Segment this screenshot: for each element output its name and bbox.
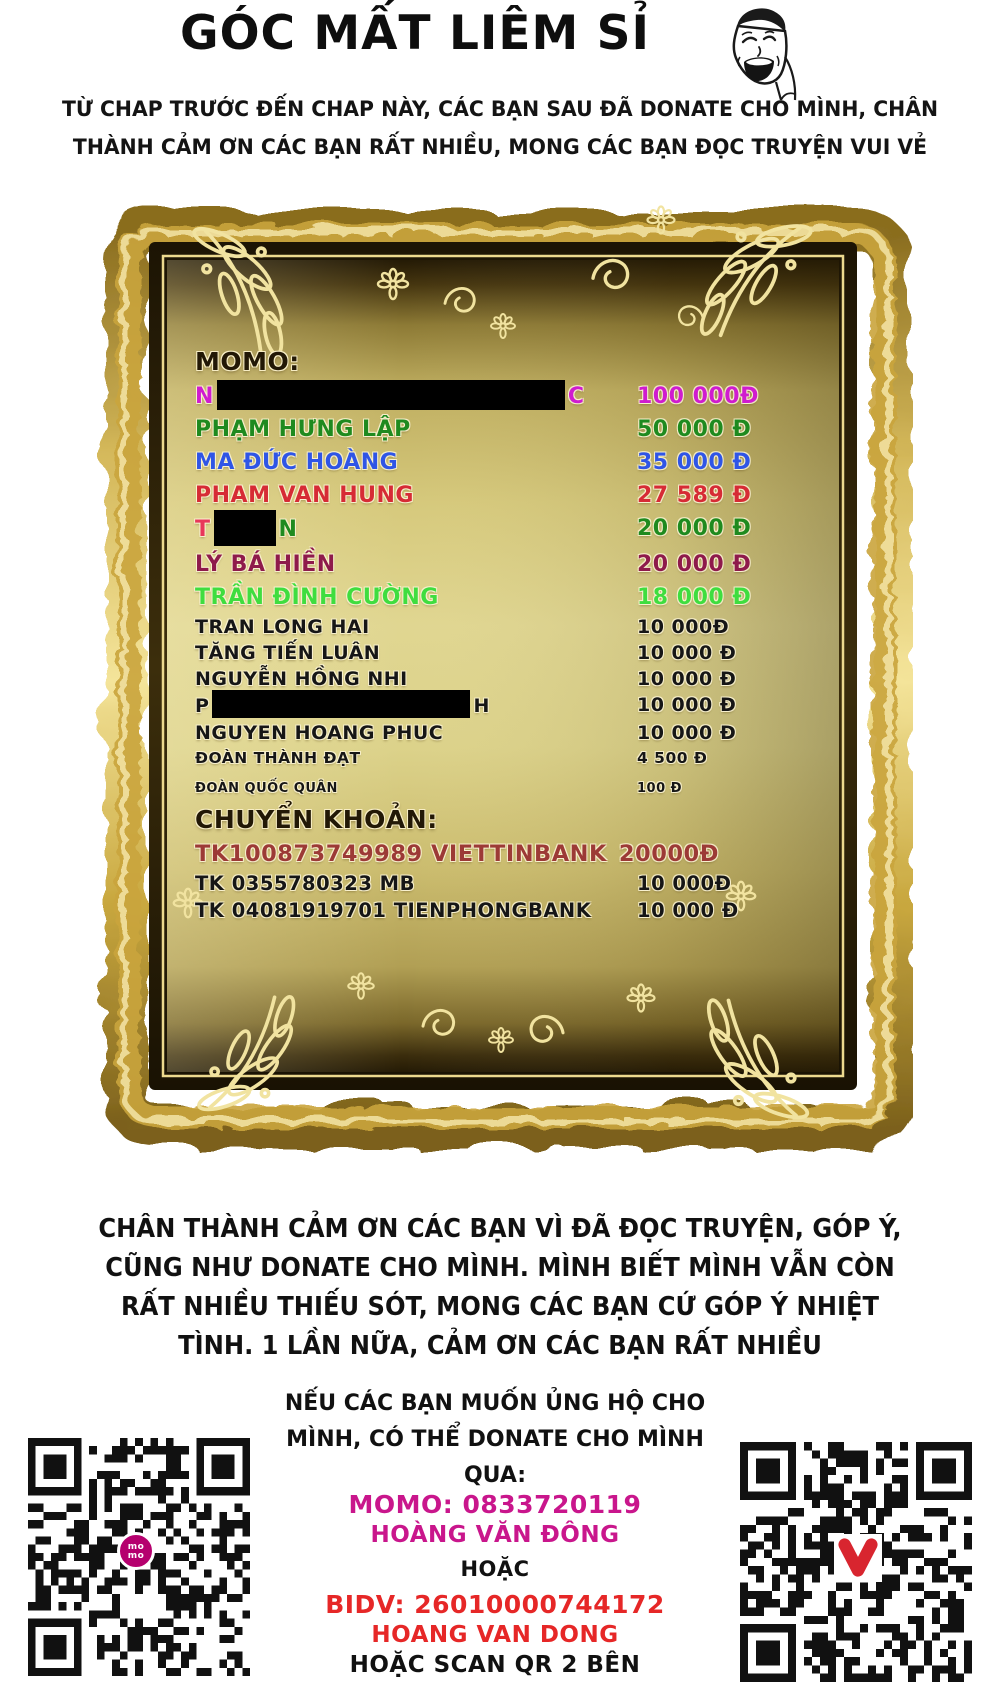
donor-amount: 10 000 Đ <box>637 642 737 664</box>
text-line: MÌNH, CÓ THỂ DONATE CHO MÌNH QUA: <box>286 1427 704 1488</box>
donor-amount: 10 000Đ <box>637 872 732 895</box>
bank-donor-list <box>195 839 843 924</box>
donor-amount: 27 589 Đ <box>637 483 752 508</box>
donor-amount: 100 Đ <box>637 781 683 796</box>
donor-amount: 35 000 Đ <box>637 450 752 475</box>
momo-number-line: MOMO: 0833720119 <box>348 1490 642 1519</box>
text-line: CŨNG NHƯ DONATE CHO MÌNH. MÌNH BIẾT MÌNH VẪN CÒN <box>105 1253 895 1283</box>
donor-row <box>195 380 843 413</box>
page-title: GÓC MẤT LIÊM SỈ <box>180 6 650 61</box>
bidv-number-line: BIDV: 26010000744172 <box>325 1590 665 1619</box>
donor-name-part: N <box>195 384 214 409</box>
donor-row <box>195 548 843 581</box>
donor-name: LÝ BÁ HIỀN <box>195 552 336 577</box>
donor-name: TRAN LONG HAI <box>195 616 370 638</box>
donor-row <box>195 614 843 640</box>
redaction-bar <box>214 510 276 546</box>
bidv-account-name: HOANG VAN DONG <box>371 1622 619 1648</box>
momo-logo <box>117 1532 155 1570</box>
donate-prompt <box>255 1386 735 1494</box>
donor-amount: 10 000 Đ <box>637 899 739 922</box>
text-line: TỪ CHAP TRƯỚC ĐẾN CHAP NÀY, CÁC BẠN SAU ĐÃ DONATE CHO MÌNH, CHÂN <box>61 97 939 121</box>
redaction-bar <box>217 380 565 410</box>
donor-name: TK 0355780323 MB <box>195 872 415 895</box>
donor-amount: 10 000 Đ <box>637 668 737 690</box>
donor-amount: 18 000 Đ <box>637 585 752 610</box>
donor-row <box>195 446 843 479</box>
donor-name-part: P <box>195 694 210 717</box>
donor-row <box>195 512 843 548</box>
donor-name: MA ĐỨC HOÀNG <box>195 450 399 475</box>
donor-row <box>195 692 843 720</box>
donor-name <box>195 384 585 409</box>
donor-row <box>195 839 843 870</box>
donor-name: PHAM VAN HUNG <box>195 483 414 508</box>
donor-row <box>195 778 843 799</box>
donor-name: PHẠM HƯNG LẬP <box>195 417 411 442</box>
scan-qr-label: HOẶC SCAN QR 2 BÊN <box>349 1652 641 1678</box>
donor-name: TK100873749989 VIETTINBANK <box>195 841 607 867</box>
laughing-meme-face-icon <box>708 2 808 102</box>
donor-amount: 10 000 Đ <box>637 694 737 716</box>
donor-name-part: C <box>567 384 585 409</box>
bank-section-header: CHUYỂN KHOẢN: <box>195 805 438 834</box>
donor-row <box>195 746 843 771</box>
donor-name-part: T <box>195 517 211 542</box>
bank-qr-code <box>740 1442 972 1682</box>
momo-section-header: MOMO: <box>195 347 300 376</box>
donor-amount: 20000Đ <box>618 841 720 867</box>
donor-name: NGUYỄN HỒNG NHI <box>195 668 408 690</box>
thanks-text <box>35 1210 965 1366</box>
redaction-bar <box>212 690 470 718</box>
momo-account-name: HOÀNG VĂN ĐÔNG <box>370 1522 620 1548</box>
donor-amount: 10 000Đ <box>637 616 730 638</box>
text-line: NẾU CÁC BẠN MUỐN ỦNG HỘ CHO <box>284 1391 706 1416</box>
donor-name <box>195 517 297 542</box>
donor-name: ĐOÀN THÀNH ĐẠT <box>195 749 361 767</box>
donor-row <box>195 870 843 897</box>
donor-row <box>195 897 843 924</box>
momo-donor-list <box>195 380 843 799</box>
v-logo-icon <box>834 1534 882 1582</box>
momo-logo-text: mo mo <box>127 1542 145 1561</box>
donor-amount: 20 000 Đ <box>637 516 752 541</box>
donor-name <box>195 695 490 717</box>
donor-amount: 4 500 Đ <box>637 749 708 767</box>
text-line: TÌNH. 1 LẦN NỮA, CẢM ƠN CÁC BẠN RẤT NHIỀU <box>178 1331 822 1361</box>
donor-row <box>195 581 843 614</box>
donor-name: TK 04081919701 TIENPHONGBANK <box>195 899 592 922</box>
donor-amount: 100 000Đ <box>637 384 759 409</box>
donor-name: ĐOÀN QUỐC QUÂN <box>195 781 338 796</box>
donor-amount: 20 000 Đ <box>637 552 752 577</box>
donor-row <box>195 413 843 446</box>
donor-name-part: H <box>473 694 490 717</box>
donor-amount: 10 000 Đ <box>637 722 737 744</box>
or-label: HOẶC <box>460 1557 530 1581</box>
intro-text <box>15 90 985 166</box>
donor-row <box>195 720 843 746</box>
momo-qr-code <box>28 1438 250 1676</box>
donor-name: TĂNG TIẾN LUÂN <box>195 642 381 664</box>
donor-name: NGUYEN HOANG PHUC <box>195 722 444 744</box>
text-line: THÀNH CẢM ƠN CÁC BẠN RẤT NHIỀU, MONG CÁC BẠN ĐỌC TRUYỆN VUI VẺ <box>72 135 928 159</box>
text-line: CHÂN THÀNH CẢM ƠN CÁC BẠN VÌ ĐÃ ĐỌC TRUYỆN, GÓP Ý, <box>98 1214 902 1244</box>
donor-row <box>195 479 843 512</box>
donor-name-part: N <box>278 517 298 542</box>
donor-name: TRẦN ĐÌNH CƯỜNG <box>195 585 439 610</box>
donor-board <box>163 258 843 1062</box>
donor-amount: 50 000 Đ <box>637 417 752 442</box>
text-line: RẤT NHIỀU THIẾU SÓT, MONG CÁC BẠN CỨ GÓP Ý NHIỆT <box>120 1292 880 1322</box>
donor-row <box>195 666 843 692</box>
donor-row <box>195 640 843 666</box>
